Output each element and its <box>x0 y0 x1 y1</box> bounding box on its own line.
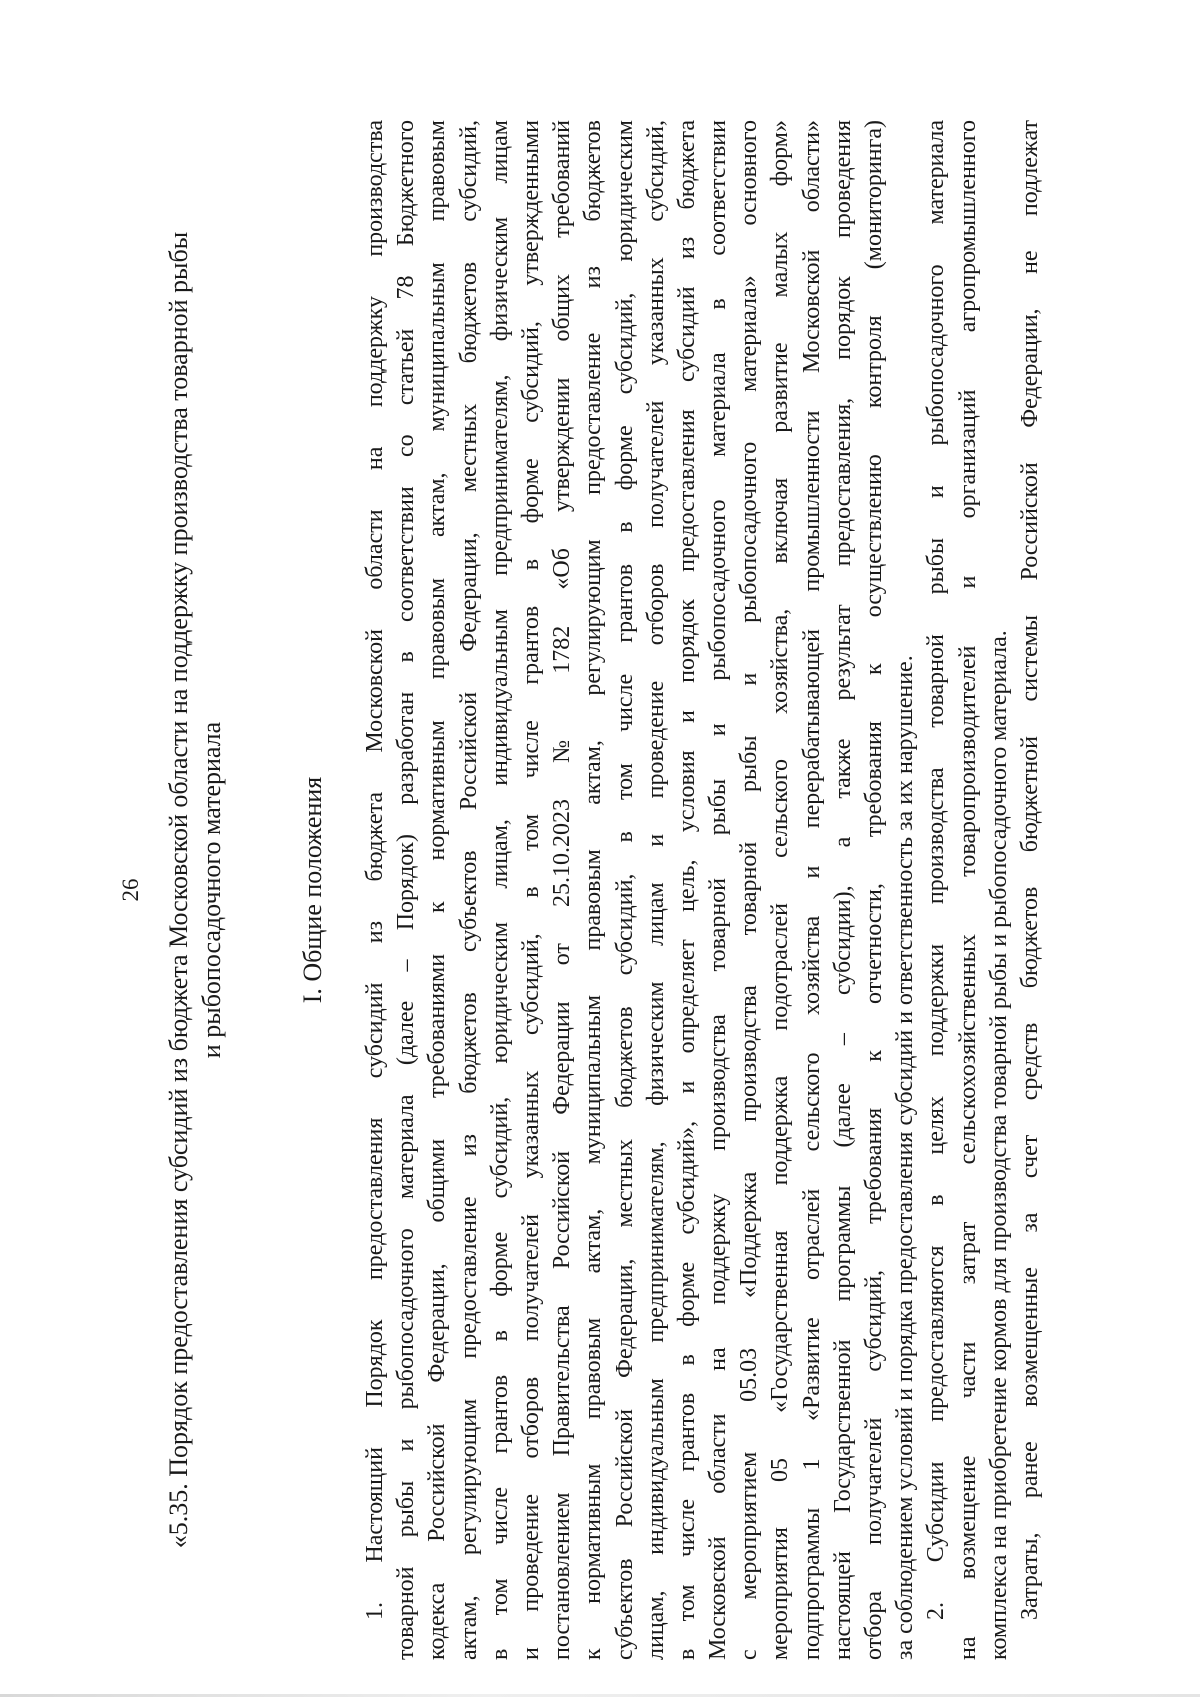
body-line: комплекса на приобретение кормов для производства товарной рыбы и рыбопосадочного материала. <box>985 630 1012 1660</box>
body-line: актам, регулирующим предоставление из бюджетов субъектов Российской Федерации, местных бюджетов субсидий, <box>455 120 482 1660</box>
body-line: 1. Настоящий Порядок предоставления субсидий из бюджета Московской области на поддержку производства <box>362 120 388 1620</box>
body-line: отбора получателей субсидий, требования к отчетности, требования к осуществлению контроля (мониторинга) <box>861 120 887 1660</box>
body-line: товарной рыбы и рыбопосадочного материала (далее – Порядок) разработан в соответствии со статьей 78 Бюджетного <box>393 120 420 1660</box>
body-line: с мероприятием 05.03 «Поддержка производства товарной рыбы и рыбопосадочного материала» основного <box>736 120 763 1660</box>
body-text <box>360 120 1046 1660</box>
body-line: кодекса Российской Федерации, общими требованиями к нормативным правовым актам, муниципальным правовым <box>424 120 451 1660</box>
document-title-line-2: и рыбопосадочного материала <box>197 721 226 1059</box>
rotated-document-page <box>110 120 1150 1660</box>
body-line: субъектов Российской Федерации, местных бюджетов субсидий, в том числе грантов в форме субсидий, юридическим <box>611 120 638 1660</box>
document-title <box>162 120 228 1660</box>
body-line: Затраты, ранее возмещенные за счет средств бюджетов бюджетной системы Российской Федерации, не подлежат <box>1016 120 1043 1620</box>
document-title-line-1: «5.35. Порядок предоставления субсидий из бюджета Московской области на поддержку производства товарной рыбы <box>164 231 193 1549</box>
body-line: мероприятия 05 «Государственная поддержка подотраслей сельского хозяйства, включая развитие малых форм» <box>767 120 794 1660</box>
body-line: за соблюдением условий и порядка предоставления субсидий и ответственность за их нарушение. <box>892 655 919 1660</box>
body-line: 2. Субсидии предоставляются в целях поддержки производства товарной рыбы и рыбопосадочного материала <box>923 120 950 1620</box>
body-line: и проведение отборов получателей указанных субсидий, в том числе грантов в форме субсидий, утвержденными <box>517 120 544 1660</box>
body-line: на возмещение части затрат сельскохозяйственных товаропроизводителей и организаций агропромышленного <box>954 120 981 1660</box>
page-number: 26 <box>118 878 143 902</box>
section-heading: I. Общие положения <box>298 776 327 1004</box>
body-line: постановлением Правительства Российской Федерации от 25.10.2023 № 1782 «Об утверждении общих требований <box>549 120 576 1660</box>
body-line: настоящей Государственной программы (далее – субсидии), а также результат предоставления, порядок проведения <box>829 120 856 1660</box>
body-line: Московской области на поддержку производства товарной рыбы и рыбопосадочного материала в соответствии <box>705 120 732 1660</box>
body-line: к нормативным правовым актам, муниципальным правовым актам, регулирующим предоставление из бюджетов <box>580 120 607 1660</box>
body-line: подпрограммы 1 «Развитие отраслей сельского хозяйства и перерабатывающей промышленности Московской области» <box>798 120 825 1660</box>
body-line: в том числе грантов в форме субсидий, юридическим лицам, индивидуальным предпринимателям, физическим лицам <box>486 120 513 1660</box>
body-line: лицам, индивидуальным предпринимателям, физическим лицам и проведение отборов получателей указанных субсидий, <box>642 120 669 1660</box>
body-line: в том числе грантов в форме субсидий», и определяет цель, условия и порядок предоставления субсидий из бюджета <box>673 120 700 1660</box>
